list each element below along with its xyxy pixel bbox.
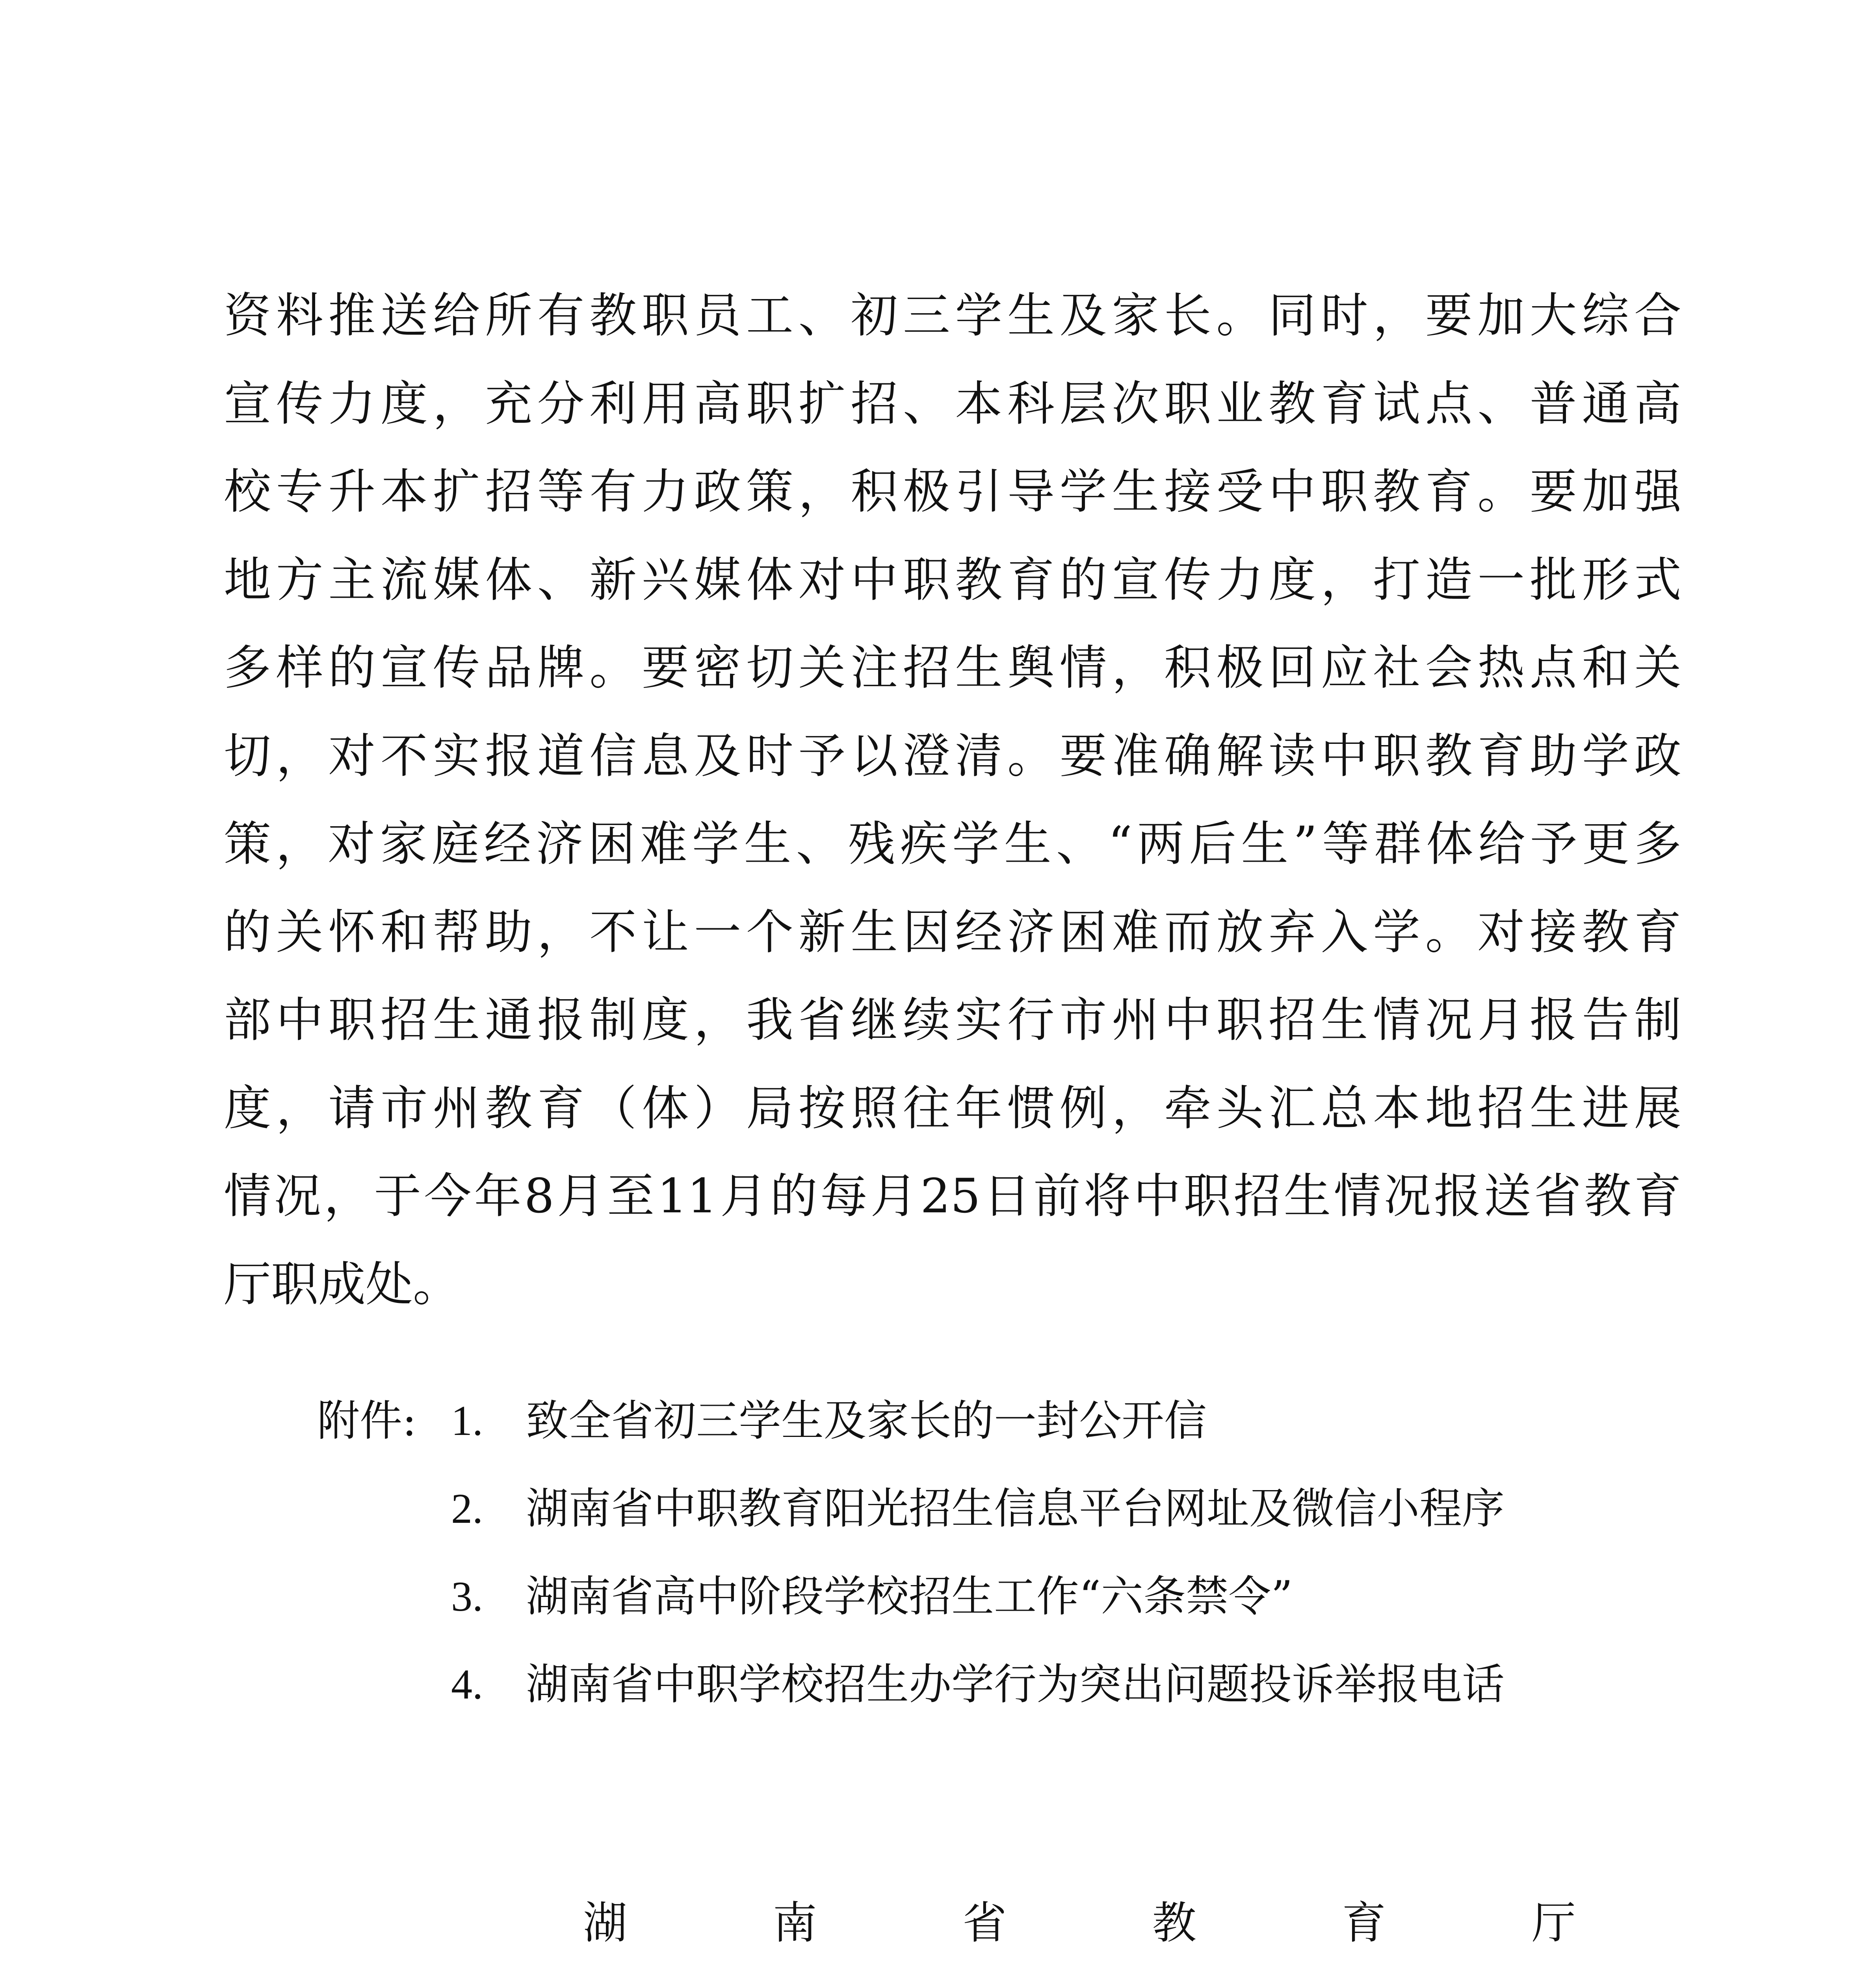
body-line: 情况，于今年8月至11月的每月25日前将中职招生情况报送省教育 (224, 1169, 1681, 1224)
body-line: 厅职成处。 (224, 1257, 460, 1312)
body-line: 资料推送给所有教职员工、初三学生及家长。同时，要加大综合 (224, 288, 1681, 343)
body-line: 多样的宣传品牌。要密切关注招生舆情，积极回应社会热点和关 (224, 641, 1681, 695)
attachment-item (317, 1465, 1672, 1553)
attachments-label: 附件: (317, 1396, 417, 1446)
attachment-number: 2. (451, 1485, 483, 1532)
attachment-title: 湖南省中职教育阳光招生信息平台网址及微信小程序 (526, 1484, 1505, 1533)
body-line: 校专升本扩招等有力政策，积极引导学生接受中职教育。要加强 (224, 465, 1681, 519)
attachment-number: 3. (451, 1573, 483, 1620)
signature-block (583, 1879, 1576, 1970)
body-line: 部中职招生通报制度，我省继续实行市州中职招生情况月报告制 (224, 993, 1681, 1048)
attachment-title: 湖南省高中阶段学校招生工作“六条禁令” (526, 1572, 1293, 1621)
attachment-title: 致全省初三学生及家长的一封公开信 (526, 1396, 1207, 1446)
signing-organization (583, 1967, 1576, 1970)
attachment-title: 湖南省中职学校招生办学行为突出问题投诉举报电话 (526, 1660, 1505, 1709)
attachment-item (317, 1641, 1672, 1728)
body-line: 切，对不实报道信息及时予以澄清。要准确解读中职教育助学政 (224, 729, 1681, 784)
body-line: 度，请市州教育（体）局按照往年惯例，牵头汇总本地招生进展 (224, 1081, 1681, 1136)
attachment-number: 1. (451, 1398, 483, 1444)
attachments-label-spacer (317, 1553, 451, 1641)
attachment-number: 4. (451, 1661, 483, 1708)
attachment-item (317, 1553, 1672, 1641)
body-line: 的关怀和帮助，不让一个新生因经济困难而放弃入学。对接教育 (224, 905, 1681, 960)
body-line: 策，对家庭经济困难学生、残疾学生、“两后生”等群体给予更多 (224, 817, 1681, 872)
attachments-list (317, 1377, 1672, 1728)
signing-organization: 湖南省教育厅 (583, 1898, 1576, 1949)
body-text (224, 272, 1681, 1329)
body-line: 宣传力度，充分利用高职扩招、本科层次职业教育试点、普通高 (224, 376, 1681, 431)
attachments-label-spacer (317, 1641, 451, 1728)
attachments-label-spacer (317, 1465, 451, 1553)
body-line: 地方主流媒体、新兴媒体对中职教育的宣传力度，打造一批形式 (224, 552, 1681, 608)
attachment-item (317, 1377, 1672, 1465)
